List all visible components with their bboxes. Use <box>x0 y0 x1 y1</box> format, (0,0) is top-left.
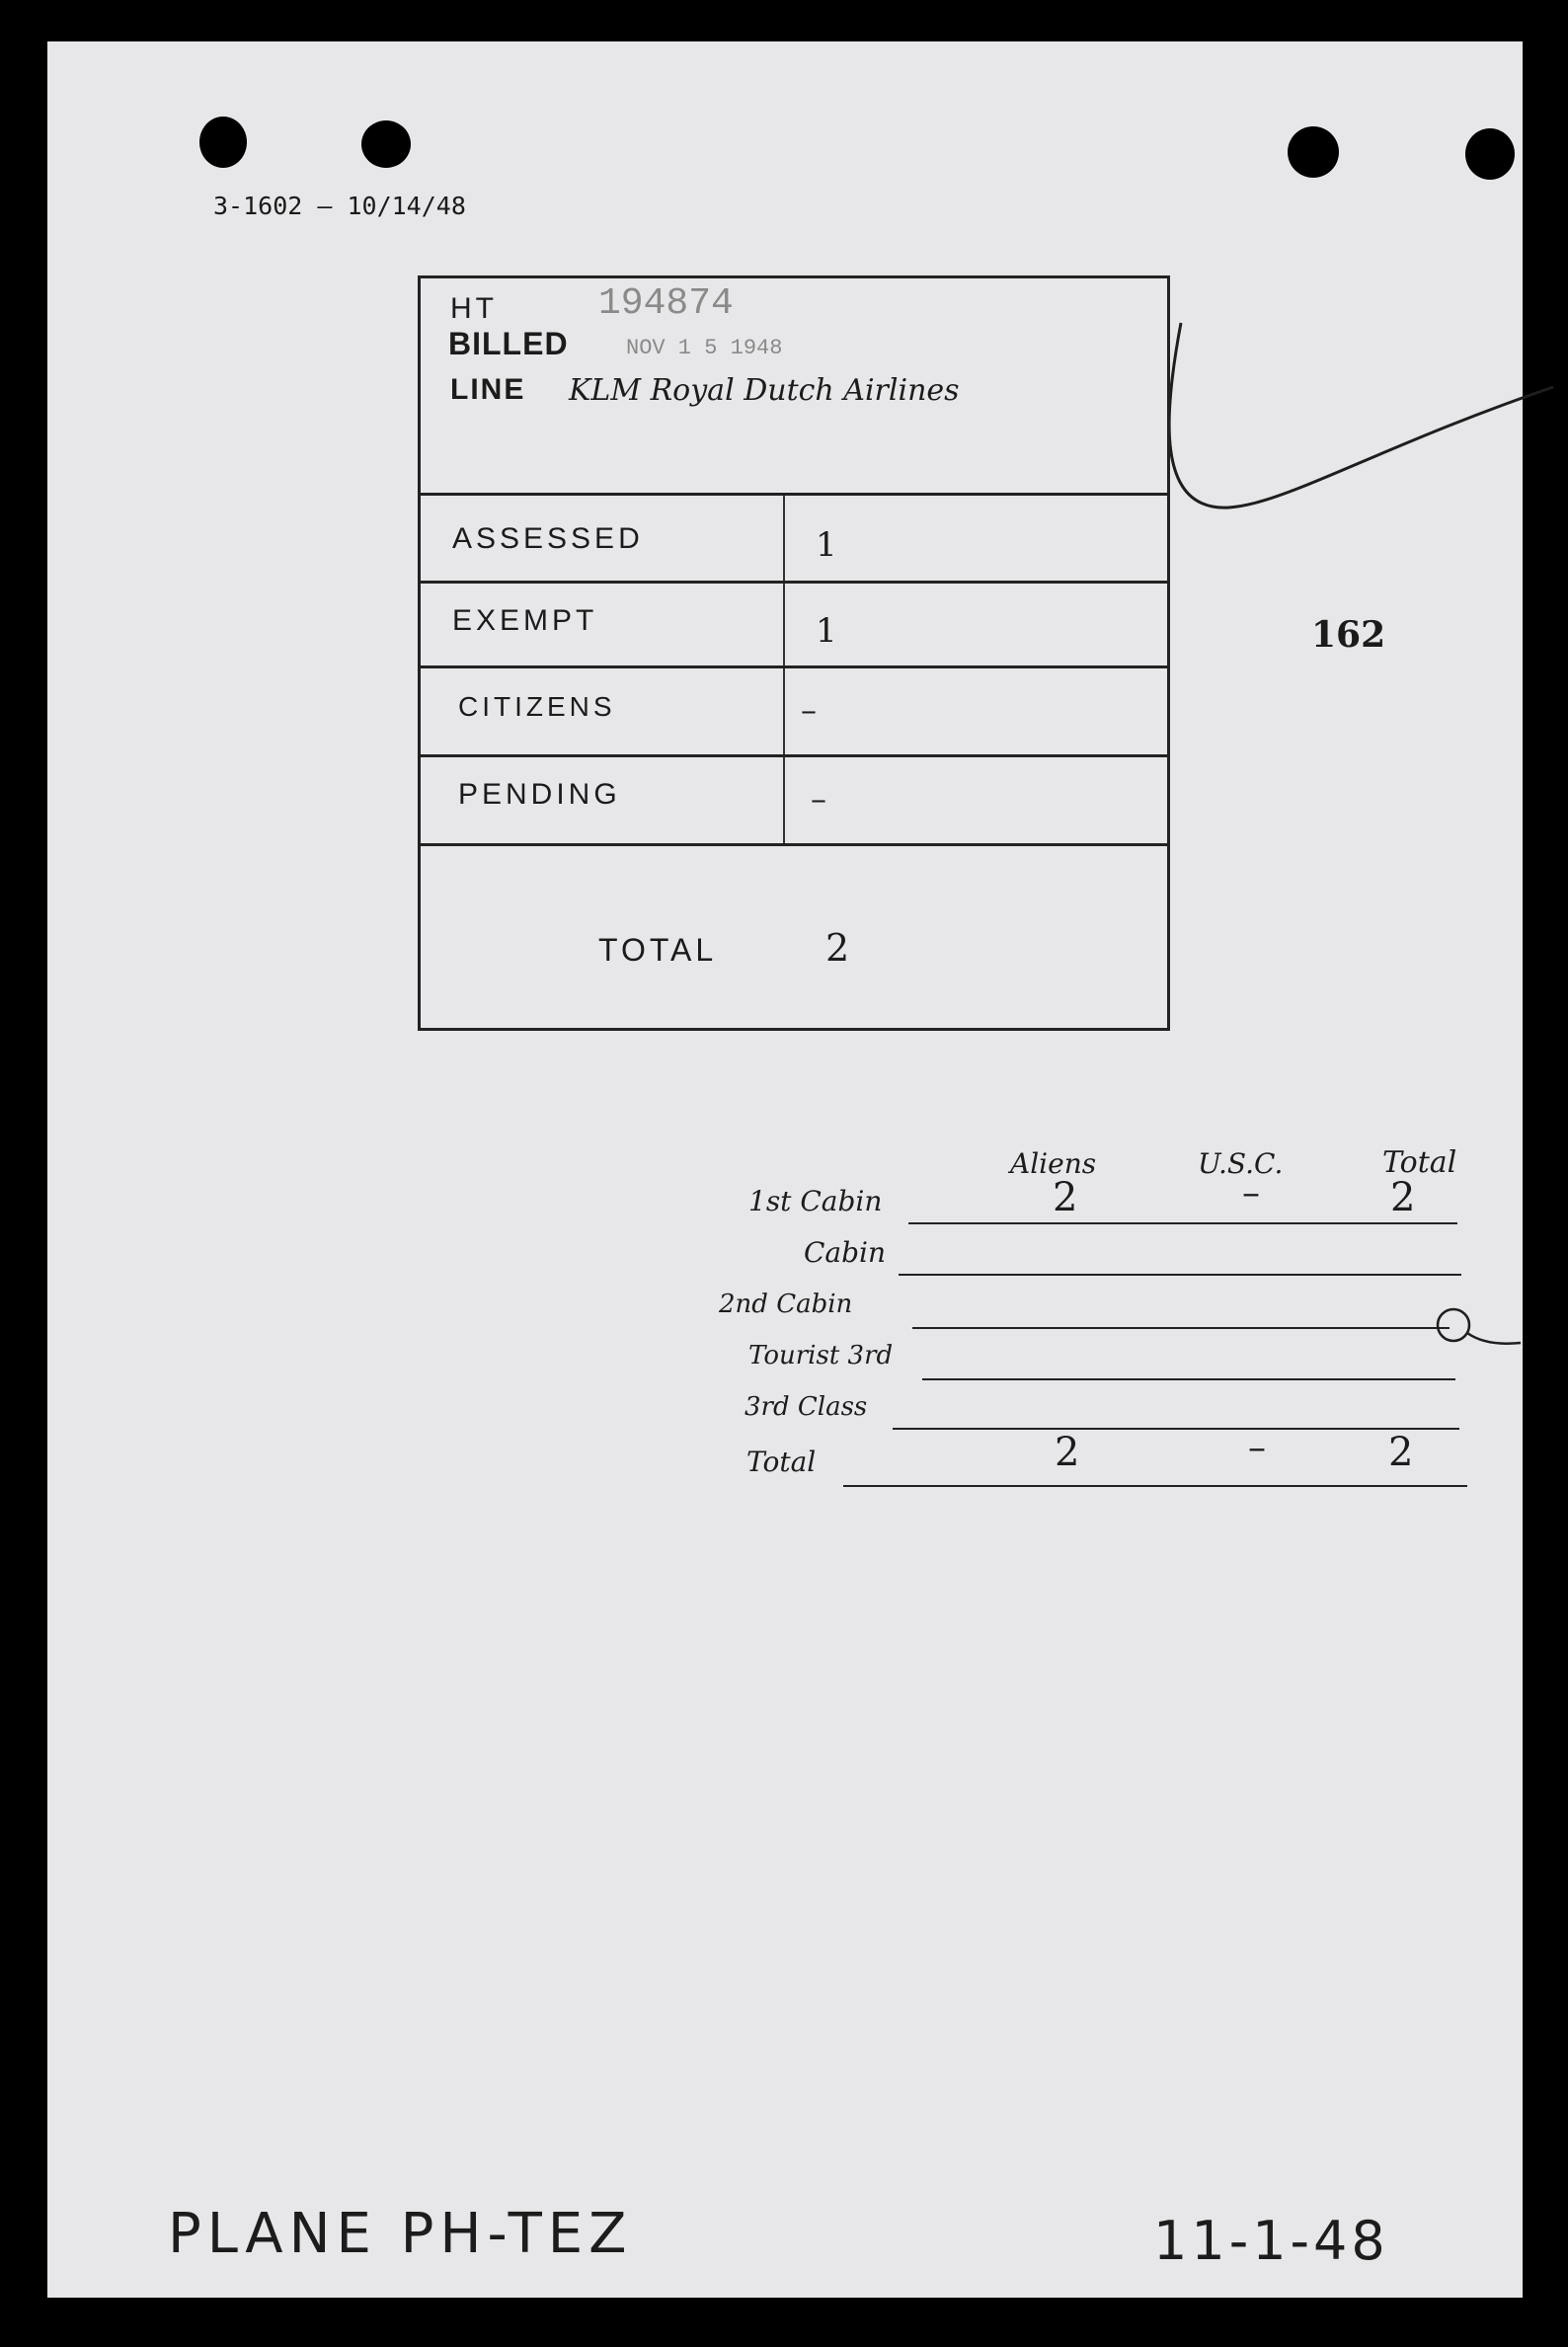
row-label-2nd-cabin: 2nd Cabin <box>719 1290 853 1319</box>
row-label-1st-cabin: 1st Cabin <box>748 1185 883 1217</box>
divider-3 <box>421 665 1167 668</box>
row-label-3rd-class: 3rd Class <box>745 1392 868 1422</box>
exempt-label: EXEMPT <box>452 604 598 637</box>
billed-label: BILLED <box>448 326 569 361</box>
punch-hole-4 <box>1465 128 1515 180</box>
ht-number: 194874 <box>598 282 734 325</box>
row-1st-cabin-aliens: 2 <box>1053 1175 1078 1220</box>
row-line-3rd-class <box>893 1428 1459 1430</box>
line-value: KLM Royal Dutch Airlines <box>569 373 960 408</box>
circle-mark-icon <box>1432 1303 1523 1351</box>
divider-5 <box>421 843 1167 846</box>
form-reference: 3-1602 — 10/14/48 <box>213 192 466 220</box>
punch-hole-1 <box>199 117 247 168</box>
column-header-usc: U.S.C. <box>1198 1147 1284 1180</box>
ht-label: HT <box>450 292 498 325</box>
row-total-usc: – <box>1248 1428 1266 1468</box>
pending-value: – <box>811 780 826 818</box>
total-value: 2 <box>825 926 850 970</box>
column-divider-4 <box>783 757 785 844</box>
divider-2 <box>421 581 1167 584</box>
column-divider-2 <box>783 584 785 666</box>
row-label-total: Total <box>746 1446 817 1478</box>
punch-hole-2 <box>361 120 411 168</box>
divider-4 <box>421 754 1167 757</box>
punch-hole-3 <box>1288 126 1339 178</box>
citizens-label: CITIZENS <box>458 691 616 722</box>
total-label: TOTAL <box>598 932 718 968</box>
footer-date: 11-1-48 <box>1153 2210 1389 2272</box>
row-line-1st-cabin <box>908 1222 1457 1224</box>
column-divider-3 <box>783 668 785 755</box>
assessed-value: 1 <box>816 525 837 565</box>
billed-date-stamp: NOV 1 5 1948 <box>626 336 783 360</box>
divider-1 <box>421 493 1167 496</box>
row-label-cabin: Cabin <box>804 1236 887 1269</box>
assessed-label: ASSESSED <box>452 522 644 555</box>
page-number: 162 <box>1311 614 1386 656</box>
row-label-tourist-3rd: Tourist 3rd <box>748 1341 894 1370</box>
check-mark-icon <box>1163 278 1568 535</box>
document-page <box>47 41 1523 2298</box>
citizens-value: – <box>801 691 817 729</box>
column-header-aliens: Aliens <box>1010 1147 1097 1180</box>
exempt-value: 1 <box>816 611 837 651</box>
billing-box <box>418 275 1170 1031</box>
row-line-cabin <box>899 1274 1461 1276</box>
row-1st-cabin-usc: – <box>1242 1173 1260 1213</box>
column-header-total: Total <box>1382 1145 1457 1180</box>
row-line-total <box>843 1485 1467 1487</box>
row-line-2nd-cabin <box>912 1327 1450 1329</box>
line-label: LINE <box>450 373 526 406</box>
pending-label: PENDING <box>458 778 621 811</box>
row-total-aliens: 2 <box>1055 1430 1080 1475</box>
column-divider-1 <box>783 496 785 583</box>
row-line-tourist-3rd <box>922 1378 1455 1380</box>
row-1st-cabin-total: 2 <box>1390 1175 1416 1220</box>
row-total-total: 2 <box>1388 1430 1414 1475</box>
plane-note: PLANE PH-TEZ <box>168 2202 633 2266</box>
